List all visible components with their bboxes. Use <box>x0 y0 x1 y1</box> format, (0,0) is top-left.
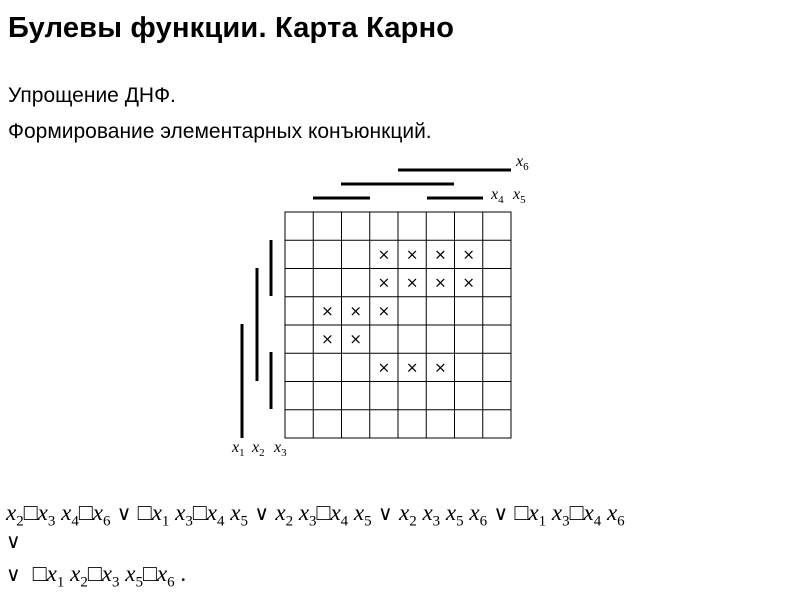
formula-subscript: 4 <box>71 513 79 530</box>
formula-variable: x <box>445 500 457 525</box>
formula-subscript: 4 <box>217 513 225 530</box>
formula-subscript: 3 <box>111 574 120 591</box>
formula-symbol: . <box>174 561 187 586</box>
formula-subscript: 5 <box>456 513 464 530</box>
formula-variable: x <box>70 561 81 586</box>
formula-symbol: □ <box>78 500 93 525</box>
formula-symbol: □ <box>23 500 38 525</box>
formula-subscript: 6 <box>102 513 111 530</box>
formula-symbol: □ <box>569 500 584 525</box>
cell-mark: × <box>434 273 447 292</box>
formula-symbol: □ <box>87 561 102 586</box>
formula-or-operator: ∨ <box>6 562 27 586</box>
formula-subscript: 4 <box>340 513 349 530</box>
cell-mark: × <box>377 273 391 292</box>
formula-variable: x <box>92 500 103 525</box>
label-x3: $x_3$ <box>274 439 287 459</box>
formula-variable: x <box>101 561 112 586</box>
formula-subscript: 2 <box>80 574 88 591</box>
formula-variable: x <box>6 500 17 525</box>
formula-symbol: □ <box>137 500 152 525</box>
formula-or-operator: ∨ <box>487 501 515 525</box>
formula-subscript: 4 <box>593 513 602 530</box>
formula-variable: x <box>422 500 433 525</box>
formula-variable: x <box>206 500 218 525</box>
dnf-formula-line-3 <box>6 561 186 592</box>
formula-subscript: 1 <box>161 513 170 530</box>
cell-mark: × <box>405 245 419 264</box>
formula-subscript: 5 <box>135 574 143 591</box>
dnf-formula-line-1 <box>6 500 625 531</box>
formula-variable: x <box>61 500 72 525</box>
formula-symbol: □ <box>316 500 331 525</box>
formula-subscript: 3 <box>185 513 193 530</box>
cell-mark: × <box>377 301 391 320</box>
formula-subscript: 6 <box>617 513 625 530</box>
formula-variable: x <box>230 500 241 525</box>
formula-or-operator: ∨ <box>247 501 276 525</box>
subtitle-conjunctions: Формирование элементарных конъюнкций. <box>8 120 432 143</box>
formula-variable: x <box>275 500 286 525</box>
cell-mark: × <box>377 358 391 377</box>
formula-subscript: 3 <box>309 513 317 530</box>
dnf-formula-line-2 <box>6 528 21 554</box>
formula-or-operator: ∨ <box>371 501 399 525</box>
formula-variable: x <box>528 500 539 525</box>
cell-mark: × <box>405 358 419 377</box>
label-x5: $x_5$ <box>513 186 526 206</box>
formula-subscript: 3 <box>432 513 441 530</box>
cell-mark: × <box>434 358 447 377</box>
formula-symbol: □ <box>514 500 529 525</box>
label-x2: $x_2$ <box>252 439 265 459</box>
formula-subscript: 2 <box>409 513 417 530</box>
formula-variable: x <box>398 500 410 525</box>
cell-mark: × <box>462 245 475 264</box>
formula-subscript: 6 <box>479 513 488 530</box>
formula-subscript: 1 <box>56 574 65 591</box>
cell-mark: × <box>434 245 447 264</box>
cell-mark: × <box>349 330 362 349</box>
cell-mark: × <box>321 330 334 349</box>
formula-variable: x <box>583 500 594 525</box>
label-x4: $x_4$ <box>491 186 504 206</box>
cell-mark: × <box>462 273 475 292</box>
formula-variable: x <box>353 500 365 525</box>
formula-variable: x <box>156 561 168 586</box>
cell-mark: × <box>405 273 419 292</box>
formula-variable: x <box>330 500 341 525</box>
formula-or-operator: ∨ <box>6 529 21 553</box>
formula-subscript: 3 <box>562 513 570 530</box>
label-x1: $x_1$ <box>232 439 245 459</box>
formula-subscript: 3 <box>47 513 56 530</box>
cell-mark: × <box>349 301 362 320</box>
formula-subscript: 5 <box>364 513 372 530</box>
cell-mark: × <box>321 301 334 320</box>
cell-mark: × <box>377 245 391 264</box>
formula-variable: x <box>37 500 48 525</box>
formula-variable: x <box>125 561 136 586</box>
formula-or-operator: ∨ <box>110 501 138 525</box>
formula-variable: x <box>175 500 186 525</box>
formula-subscript: 1 <box>538 513 547 530</box>
formula-subscript: 2 <box>16 513 24 530</box>
subtitle-simplification: Упрощение ДНФ. <box>8 84 176 107</box>
formula-variable: x <box>298 500 310 525</box>
slide-title: Булевы функции. Карта Карно <box>8 12 455 44</box>
formula-subscript: 6 <box>167 574 175 591</box>
formula-symbol: □ <box>142 561 157 586</box>
formula-variable: x <box>469 500 480 525</box>
formula-symbol: □ <box>192 500 207 525</box>
formula-variable: x <box>46 561 57 586</box>
formula-variable: x <box>151 500 162 525</box>
formula-variable: x <box>551 500 563 525</box>
formula-subscript: 2 <box>285 513 294 530</box>
formula-subscript: 5 <box>240 513 248 530</box>
formula-symbol: □ <box>27 561 47 586</box>
formula-variable: x <box>606 500 618 525</box>
label-x6: $x_6$ <box>516 153 529 173</box>
